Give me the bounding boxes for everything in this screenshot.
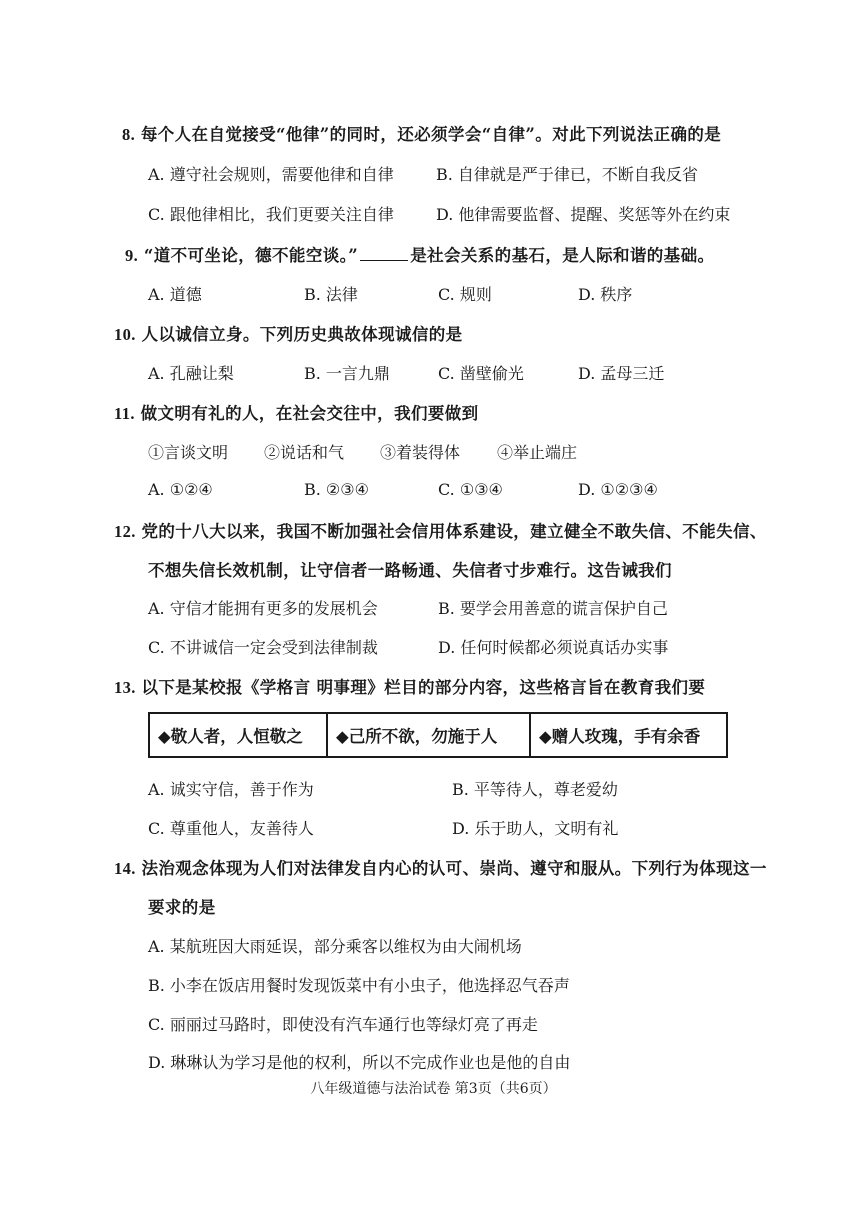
statement-1: ①言谈文明 <box>148 443 229 462</box>
statement-2: ②说话和气 <box>264 443 345 462</box>
option-b: B. ②③④ <box>304 480 369 499</box>
question-text: 每个人在自觉接受“他律”的同时，还必须学会“自律”。对此下列说法正确的是 <box>140 125 722 144</box>
question-14-stem-line2 <box>148 894 216 918</box>
maxim-cell: ◆己所不欲，勿施于人 <box>327 713 530 757</box>
option-a: A. 守信才能拥有更多的发展机会 <box>148 599 378 618</box>
question-12-stem-line1 <box>114 518 767 542</box>
option-c: C. 规则 <box>438 285 492 304</box>
question-text: 不想失信长效机制，让守信者一路畅通、失信者寸步难行。这告诫我们 <box>148 561 672 580</box>
option-a: A. 诚实守信，善于作为 <box>148 780 314 799</box>
question-11-stem <box>114 400 479 424</box>
option-d: D. 琳琳认为学习是他的权利，所以不完成作业也是他的自由 <box>148 1053 571 1072</box>
maxim-cell: ◆敬人者，人恒敬之 <box>149 713 327 757</box>
option-d: D. 秩序 <box>578 285 633 304</box>
option-b: B. 自律就是严于律已，不断自我反省 <box>436 165 698 184</box>
option-a: A. 遵守社会规则，需要他律和自律 <box>148 165 394 184</box>
question-8-stem <box>122 121 721 145</box>
question-text-before-blank: “道不可坐论，德不能空谈。” <box>143 246 359 265</box>
option-a: A. 孔融让梨 <box>148 364 234 383</box>
maxim-cell: ◆赠人玫瑰，手有余香 <box>530 713 727 757</box>
question-number: 10. <box>114 325 136 344</box>
question-12-stem-line2 <box>148 557 672 581</box>
option-b: B. 一言九鼎 <box>304 364 390 383</box>
option-a: A. ①②④ <box>148 480 213 499</box>
option-d: D. 他律需要监督、提醒、奖惩等外在约束 <box>436 205 731 224</box>
option-c: C. ①③④ <box>438 480 503 499</box>
option-b: B. 平等待人，尊老爱幼 <box>452 780 618 799</box>
page-footer: 八年级道德与法治试卷 第3页（共6页） <box>310 1081 557 1097</box>
option-c: C. 尊重他人，友善待人 <box>148 819 314 838</box>
question-10-stem <box>114 321 463 345</box>
statement-3: ③着装得体 <box>380 443 461 462</box>
question-text: 人以诚信立身。下列历史典故体现诚信的是 <box>141 325 463 344</box>
question-number: 14. <box>114 859 136 878</box>
option-d: D. 任何时候都必须说真话办实事 <box>438 638 669 657</box>
option-c: C. 不讲诚信一定会受到法律制裁 <box>148 638 378 657</box>
option-d: D. 乐于助人，文明有礼 <box>452 819 619 838</box>
question-text: 以下是某校报《学格言 明事理》栏目的部分内容，这些格言旨在教育我们要 <box>141 678 706 697</box>
answer-blank <box>360 246 408 261</box>
question-13-stem <box>114 674 705 698</box>
question-14-stem-line1 <box>114 855 767 879</box>
option-d: D. 孟母三迁 <box>578 364 665 383</box>
question-9-stem <box>125 242 714 266</box>
option-a: A. 道德 <box>148 285 202 304</box>
option-b: B. 小李在饭店用餐时发现饭菜中有小虫子，他选择忍气吞声 <box>148 976 570 995</box>
option-c: C. 丽丽过马路时，即使没有汽车通行也等绿灯亮了再走 <box>148 1015 538 1034</box>
question-text-after-blank: 是社会关系的基石，是人际和谐的基础。 <box>410 246 715 265</box>
option-a: A. 某航班因大雨延误，部分乘客以维权为由大闹机场 <box>148 937 522 956</box>
question-number: 11. <box>114 404 135 423</box>
question-text: 要求的是 <box>148 898 216 917</box>
option-b: B. 要学会用善意的谎言保护自己 <box>438 599 668 618</box>
question-text: 做文明有礼的人，在社会交往中，我们要做到 <box>140 404 479 423</box>
question-number: 8. <box>122 125 136 144</box>
option-d: D. ①②③④ <box>578 480 658 499</box>
question-number: 13. <box>114 678 136 697</box>
question-text: 法治观念体现为人们对法律发自内心的认可、崇尚、遵守和服从。下列行为体现这一 <box>141 859 767 878</box>
statement-4: ④举止端庄 <box>497 443 578 462</box>
option-c: C. 跟他律相比，我们更要关注自律 <box>148 205 394 224</box>
question-number: 9. <box>125 246 139 265</box>
question-text: 党的十八大以来，我国不断加强社会信用体系建设，建立健全不敢失信、不能失信、 <box>141 522 767 541</box>
maxims-table <box>148 712 728 758</box>
question-number: 12. <box>114 522 136 541</box>
option-b: B. 法律 <box>304 285 358 304</box>
option-c: C. 凿壁偷光 <box>438 364 524 383</box>
